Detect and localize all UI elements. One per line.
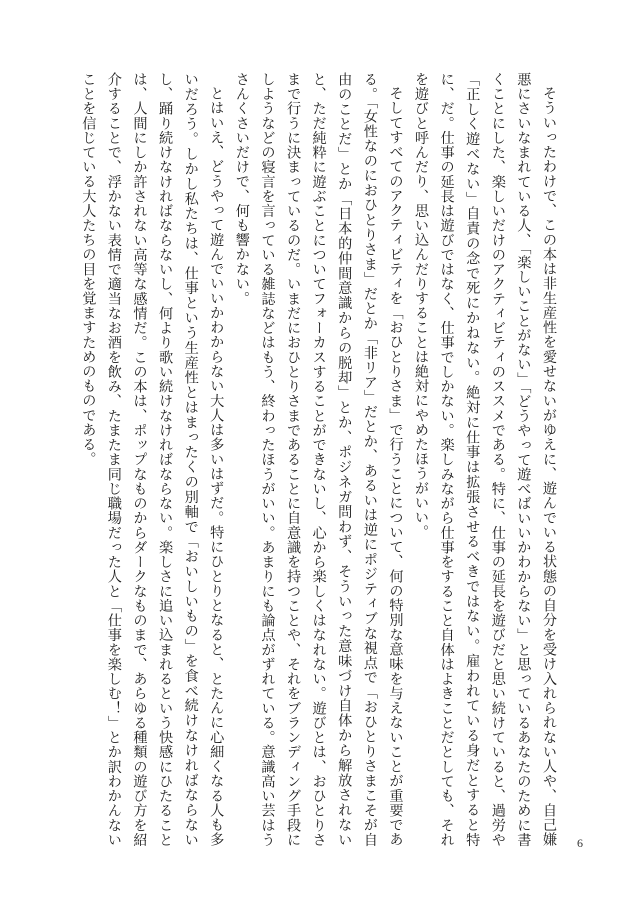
paragraph-2: そしてすべてのアクティビティを「おひとりさま」で行うことについて、何の特別な意味を与えないことが重要である。「女性なのにおひとりさま」だとか「非リア」だとか、あるいは逆にポジティブな視点で「おひとりさまこそが自由のことだ」とか「日本的仲間意識からの脱却」とか、ポジネガ問わず、そういった意味づけ自体から解放されないと、ただ純粋に遊ぶことについてフォーカスすることができないし、心から楽しくはなれない。遊びとは、おひとりさまで行うに決まっているのだ。いまだにおひとりさまであることに自意識を持つことや、それをブランディング手段にしようなどの寝言を言っている雑誌などはもう、終わったほうがいい。あまりにも論点がずれている。意識高い芸はうさんくさいだけで、何も響かない。 bbox=[233, 72, 404, 847]
paragraph-3: とはいえ、どうやって遊んでいいかわからない大人は多いはずだ。特にひとりとなると、とたんに心細くなる人も多いだろう。しかし私たちは、仕事という生産性とはまったくの別軸で「おいしいもの」を食べ続けなければならないし、踊り続けなければならないし、何より歌い続けなければならない。楽しさに追い込まれるという快感にひたることは、人間にしか許されない高等な感情だ。この本は、ポップなものからダークなものまで、あらゆる種類の遊び方を紹介することで、浮かない表情で適当なお酒を飲み、たまたま同じ職場だった人と「仕事を楽しむ！」とか訳わかんないことを信じている大人たちの目を覚ますためのものである。 bbox=[80, 72, 225, 847]
paragraph-1: そういったわけで、この本は非生産性を愛せないがゆえに、遊んでいる状態の自分を受け入れられない人や、自己嫌悪にさいなまれている人、「楽しいことがない」「どうやって遊べばいいかわからない」と思っているあなたのために書くことにした、楽しいだけのアクティビティのススメである。特に、仕事の延長を遊びだと思い続けていると、過労や「正しく遊べない」自責の念で死にかねない。絶対に仕事は拡張させるべきではない。雇われている身だとすると特に、だ。仕事の延長は遊びではなく、仕事でしかない。楽しみながら仕事をすること自体はよきことだとしても、それを遊びと呼んだり、思い込んだりすることは絶対にやめたほうがいい。 bbox=[413, 72, 557, 847]
page-number: 6 bbox=[577, 836, 583, 850]
body-text bbox=[81, 72, 561, 847]
